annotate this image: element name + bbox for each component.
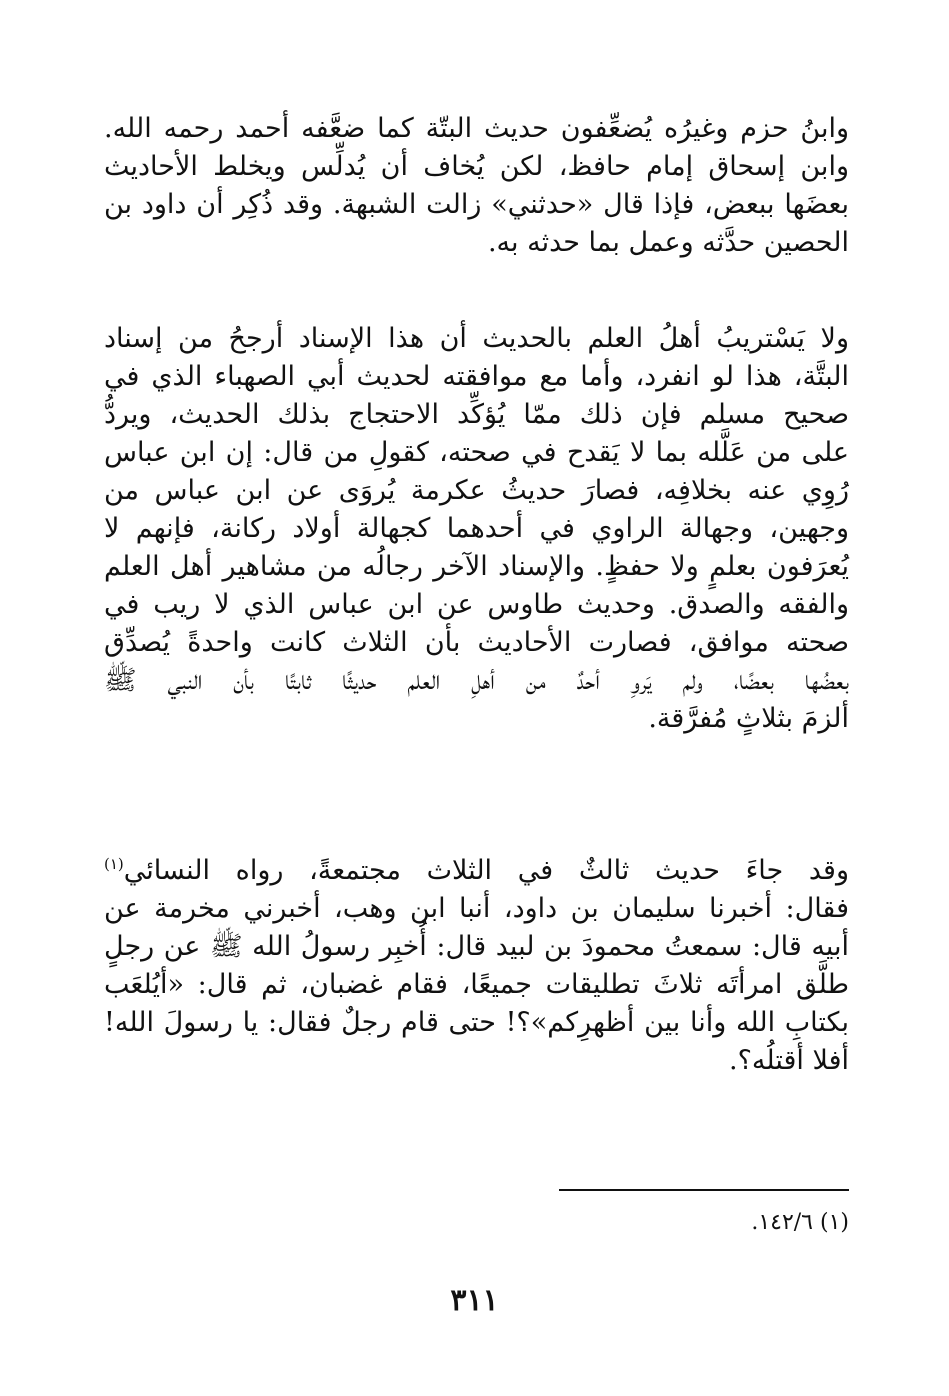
text-line: صحيح مسلم فإن ذلك ممّا يُؤكِّد الاحتجاج بذلك الحديث، ويردُّ <box>104 399 849 430</box>
text-line: بعضَها ببعض، فإذا قال «حدثني» زالت الشبهة. وقد ذُكِر أن داود بن <box>104 189 849 220</box>
page-number: ٣١١ <box>450 1283 499 1318</box>
text-line: طلَّق امرأتَه ثلاثَ تطليقات جميعًا، فقام غضبان، ثم قال: «أيُلعَب <box>104 969 849 1000</box>
text-line: والفقه والصدق. وحديث طاوس عن ابن عباس الذي لا ريب في <box>104 589 849 620</box>
text-line: رُوِي عنه بخلافِه، فصارَ حديثُ عكرمة يُروَى عن ابن عباس من <box>104 475 849 506</box>
text-line: صحته موافق، فصارت الأحاديث بأن الثلاث كانت واحدةً يُصدِّق <box>104 627 849 658</box>
text-line: فقال: أخبرنا سليمان بن داود، أنبا ابن وهب، أخبرني مخرمة عن <box>104 893 849 924</box>
footnote: (١) ١٤٢/٦. <box>751 1210 849 1235</box>
text-line: البتَّة، هذا لو انفرد، وأما مع موافقته لحديث أبي الصهباء الذي في <box>104 361 849 392</box>
text-line: أبيه قال: سمعتُ محمودَ بن لبيد قال: أُخبِر رسولُ الله ﷺ عن رجلٍ <box>104 931 849 962</box>
footnote-reference[interactable]: (١) <box>104 855 124 873</box>
text-line: يُعرَفون بعلمٍ ولا حفظٍ. والإسناد الآخر رجالُه من مشاهير أهل العلم <box>104 551 849 582</box>
text-line: ألزمَ بثلاثٍ مُفرَّقة. <box>648 703 849 734</box>
paragraph-3 <box>104 852 849 1080</box>
text-line: على من عَلَّله بما لا يَقدح في صحته، كقولِ من قال: إن ابن عباس <box>104 437 849 468</box>
text-line: ولا يَسْتريبُ أهلُ العلم بالحديث أن هذا الإسناد أرجحُ من إسناد <box>104 323 849 354</box>
text-line <box>104 852 849 890</box>
text-line: وابن إسحاق إمام حافظ، لكن يُخاف أن يُدلِّس ويخلط الأحاديث <box>104 151 849 182</box>
text-line: الحصين حدَّثه وعمل بما حدثه به. <box>487 227 849 258</box>
text-line-content: وقد جاءَ حديث ثالثٌ في الثلاث مجتمعةً، رواه النسائي <box>123 855 849 886</box>
text-line: بعضُها بعضًا، ولم يَروِ أحدٌ من أهلِ العلم حديثًا ثابتًا بأن النبي ﷺ <box>104 665 849 696</box>
paragraph-2 <box>104 320 849 738</box>
paragraph-1 <box>104 110 849 262</box>
text-line: وابنُ حزم وغيرُه يُضعِّفون حديث البتّة كما ضعَّفه أحمد رحمه الله. <box>104 113 849 144</box>
text-line: بكتابِ الله وأنا بين أظهرِكم»؟! حتى قام رجلٌ فقال: يا رسولَ الله! <box>104 1007 849 1038</box>
footnote-separator <box>559 1189 849 1191</box>
text-line: أفلا أقتلُه؟. <box>729 1045 849 1076</box>
text-line: وجهين، وجهالة الراوي في أحدهما كجهالة أولاد ركانة، فإنهم لا <box>104 513 849 544</box>
